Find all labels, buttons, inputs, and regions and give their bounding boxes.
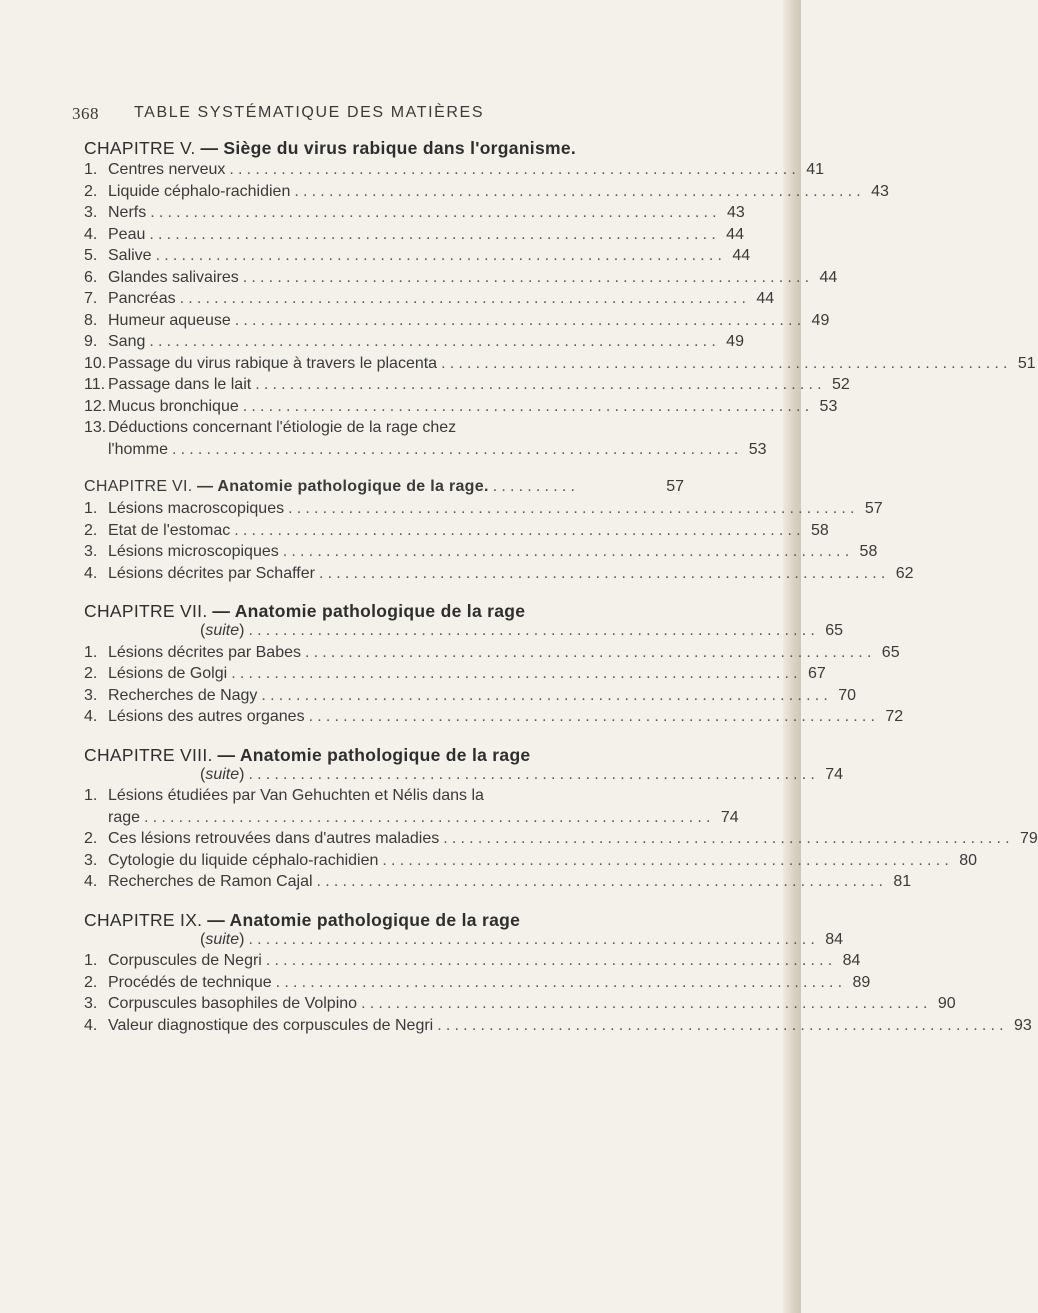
chapter-prefix: CHAPITRE V. [84,138,196,158]
toc-entry: 3. Nerfs .................................................................. 43 [84,204,745,221]
toc-entry: 1. Lésions décrites par Babes .................................................................. 65 [84,643,900,661]
toc-entry: 5. Salive .................................................................. 44 [84,247,751,264]
chapter-heading-continuation: (suite) .................................................................. 65 [200,622,844,639]
toc-entry: 3. Lésions microscopiques .................................................................. 58 [84,543,878,560]
toc-entry: 10. Passage du virus rabique à travers le placenta .................................................................. 51 [84,354,1036,372]
chapter-page: 74 [825,765,844,783]
toc-entry: 4. Valeur diagnostique des corpuscules de Negri .................................................................. 93 [84,1016,1032,1034]
chapter-heading: CHAPITRE VI. — Anatomie pathologique de la rage. .......... 57 [84,476,684,500]
chapter-title: — Anatomie pathologique de la rage [212,601,526,621]
table-of-contents [84,137,1038,1038]
toc-entry: 2. Ces lésions retrouvées dans d'autres maladies .................................................................. 79 [84,830,1038,847]
toc-entry: 3. Corpuscules basophiles de Volpino .................................................................. 90 [84,995,956,1012]
toc-entry: 1. Centres nerveux .................................................................. 41 [84,161,824,178]
toc-entry: 4. Peau .................................................................. 44 [84,225,744,243]
chapter-title: — Anatomie pathologique de la rage. [196,478,489,495]
chapter-heading [84,137,684,161]
toc-entry: 8. Humeur aqueuse .................................................................. 49 [84,311,830,329]
toc-entry: 1. Corpuscules de Negri .................................................................. 84 [84,952,861,969]
chapter-heading-continuation: (suite) .................................................................. 84 [200,930,844,948]
chapter-heading [84,744,684,766]
chapter-heading [84,600,684,622]
chapter-page: 65 [825,622,844,639]
toc-entry: 2. Procédés de technique .................................................................. 89 [84,973,871,991]
chapter-page: 84 [825,930,844,948]
toc-entry: 4. Recherches de Ramon Cajal .................................................................. 81 [84,873,912,890]
toc-entry: 11. Passage dans le lait .................................................................. 52 [84,376,850,393]
chapter-heading-continuation: (suite) .................................................................. 74 [200,765,844,783]
toc-entry-continuation: rage .................................................................. 74 [108,808,739,826]
toc-entry-continuation: l'homme .................................................................. 53 [108,440,767,458]
toc-entry: 12. Mucus bronchique .................................................................. 53 [84,397,838,415]
toc-entry: 2. Lésions de Golgi .................................................................. 67 [84,665,826,682]
chapter-title: — Anatomie pathologique de la rage [217,744,531,765]
chapter-subtitle: suite [205,930,240,948]
chapter-subtitle: suite [205,622,240,639]
toc-entry: 2. Etat de l'estomac .................................................................. 58 [84,521,829,539]
chapter-prefix: CHAPITRE VII. [84,601,208,621]
page-number: 368 [72,104,99,123]
chapter-prefix: CHAPITRE IX. [84,909,203,930]
toc-entry: 3. Recherches de Nagy .................................................................. 70 [84,686,857,704]
toc-entry: 9. Sang .................................................................. 49 [84,333,744,350]
toc-entry: 6. Glandes salivaires .................................................................. 44 [84,268,838,286]
toc-entry: 13. Déductions concernant l'étiologie de la rage chez [84,419,457,436]
toc-entry: 1. Lésions étudiées par Van Gehuchten et Nélis dans la [84,787,484,804]
chapter-title: — Anatomie pathologique de la rage [207,909,521,930]
toc-entry: 3. Cytologie du liquide céphalo-rachidien .................................................................. 80 [84,851,977,869]
toc-entry: 1. Lésions macroscopiques .................................................................. 57 [84,500,883,517]
chapter-prefix: CHAPITRE VIII. [84,744,213,765]
toc-entry: 4. Lésions décrites par Schaffer .................................................................. 62 [84,564,914,582]
toc-entry: 7. Pancréas .................................................................. 44 [84,290,775,307]
toc-entry: 2. Liquide céphalo-rachidien .................................................................. 43 [84,182,889,200]
chapter-subtitle: suite [205,765,240,783]
header-title: TABLE SYSTÉMATIQUE DES MATIÈRES [134,104,485,121]
chapter-heading [84,909,684,931]
chapter-page: 57 [666,478,684,495]
chapter-prefix: CHAPITRE VI. [84,478,193,495]
toc-entry: 4. Lésions des autres organes .................................................................. 72 [84,708,904,725]
chapter-title: — Siège du virus rabique dans l'organisme. [200,138,577,158]
